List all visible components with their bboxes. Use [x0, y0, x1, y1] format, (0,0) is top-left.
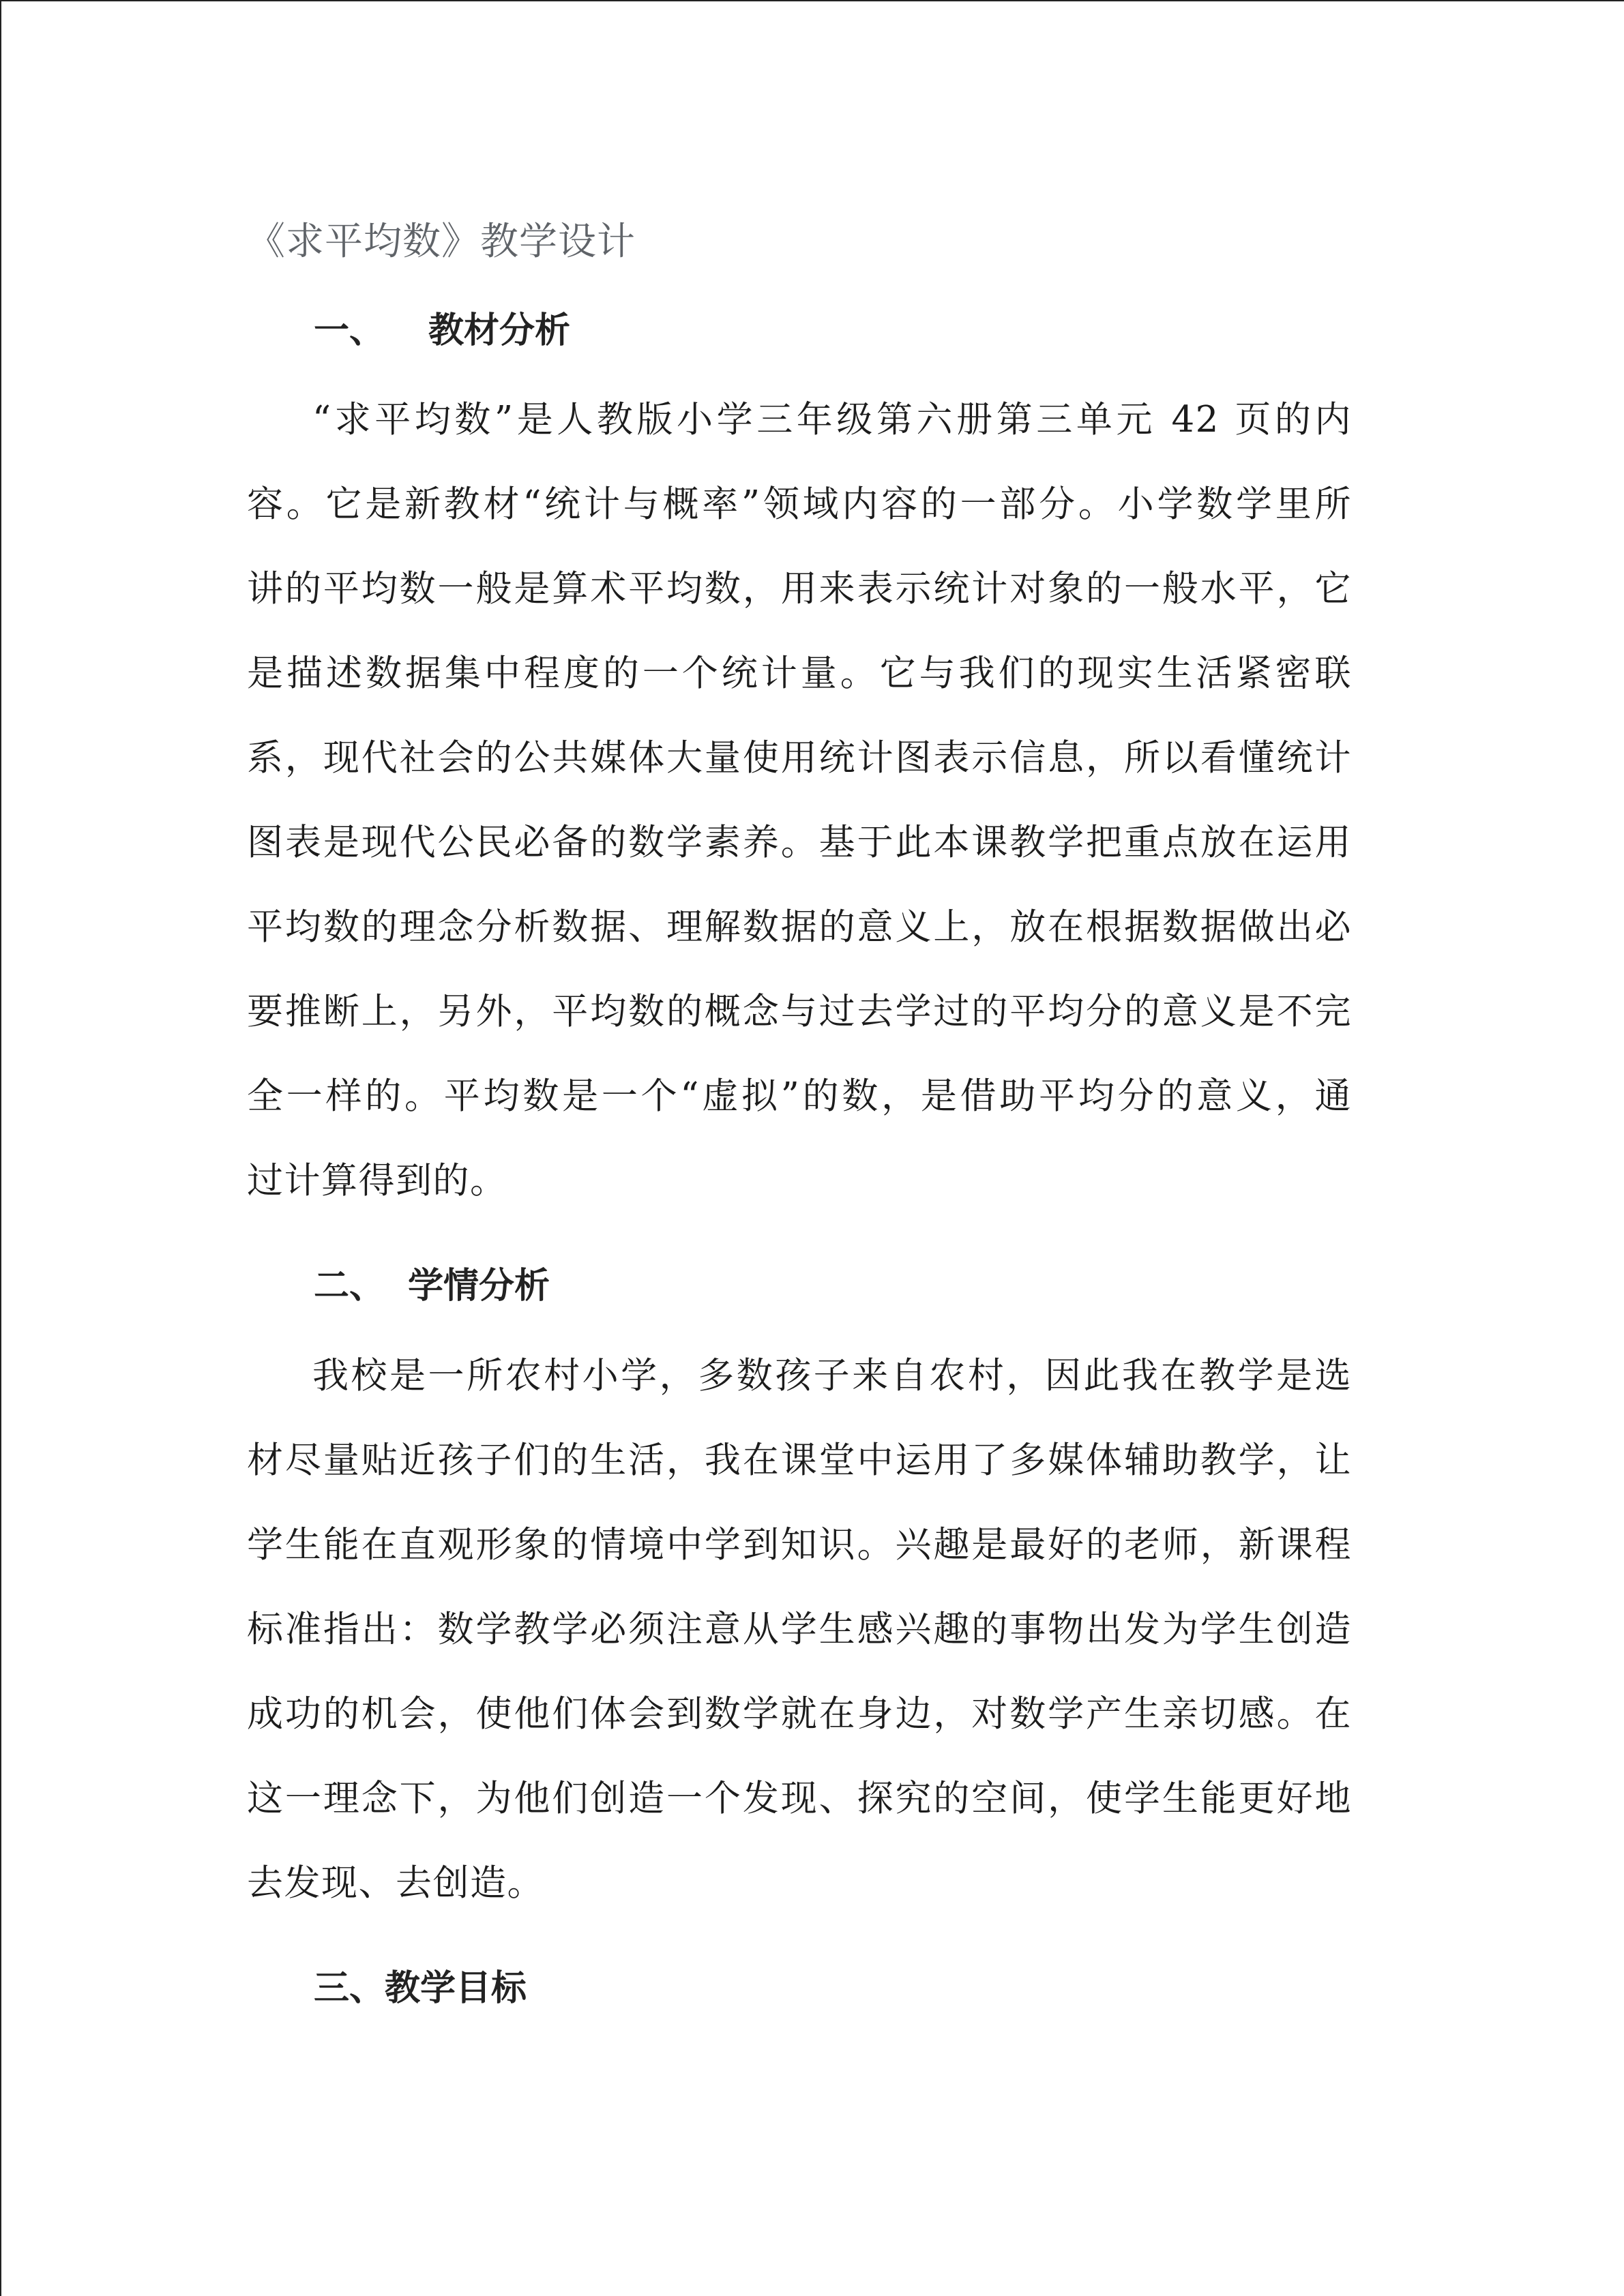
section-number: 二、: [314, 1266, 385, 1307]
paragraph-line: 标准指出：数学教学必须注意从学生感兴趣的事物出发为学生创造: [247, 1609, 1352, 1650]
paragraph-line: 系，现代社会的公共媒体大量使用统计图表示信息，所以看懂统计: [247, 737, 1352, 779]
paragraph-line: 图表是现代公民必备的数学素养。基于此本课教学把重点放在运用: [247, 822, 1352, 863]
section-number: 一、: [314, 310, 385, 351]
paragraph-line: 去发现、去创造。: [247, 1862, 544, 1904]
paragraph-line: 学生能在直观形象的情境中学到知识。兴趣是最好的老师，新课程: [247, 1524, 1352, 1566]
paragraph-line: 过计算得到的。: [247, 1160, 507, 1202]
section-paragraph-learner-analysis: [247, 1334, 1352, 1926]
paragraph-line: 材尽量贴近孩子们的生活，我在课堂中运用了多媒体辅助教学，让: [247, 1440, 1352, 1481]
section-heading-learner-analysis: [314, 1257, 550, 1308]
paragraph-line: 这一理念下，为他们创造一个发现、探究的空间，使学生能更好地: [247, 1778, 1352, 1819]
paragraph-line: 是描述数据集中程度的一个统计量。它与我们的现实生活紧密联: [247, 653, 1352, 694]
paragraph-line: “求平均数”是人教版小学三年级第六册第三单元 42 页的内: [312, 399, 1352, 441]
paragraph-line: 全一样的。平均数是一个“虚拟”的数，是借助平均分的意义，通: [247, 1075, 1352, 1117]
paragraph-line: 容。它是新教材“统计与概率”领域内容的一部分。小学数学里所: [247, 483, 1352, 525]
paragraph-line: 讲的平均数一般是算术平均数，用来表示统计对象的一般水平，它: [247, 568, 1352, 610]
section-heading-text: 教材分析: [428, 310, 571, 351]
section-heading-teaching-objectives: 三、教学目标: [314, 1968, 527, 2009]
section-heading-textbook-analysis: [314, 301, 570, 353]
paragraph-line: 成功的机会，使他们体会到数学就在身边，对数学产生亲切感。在: [247, 1693, 1352, 1735]
paragraph-line: 平均数的理念分析数据、理解数据的意义上，放在根据数据做出必: [247, 906, 1352, 948]
paragraph-line: 要推断上，另外，平均数的概念与过去学过的平均分的意义是不完: [247, 991, 1352, 1032]
section-paragraph-textbook-analysis: [247, 378, 1352, 1223]
paragraph-line: 我校是一所农村小学，多数孩子来自农村，因此我在教学是选: [312, 1355, 1352, 1397]
section-heading-text: 学情分析: [408, 1266, 550, 1307]
document-title: 《求平均数》教学设计: [247, 220, 636, 264]
